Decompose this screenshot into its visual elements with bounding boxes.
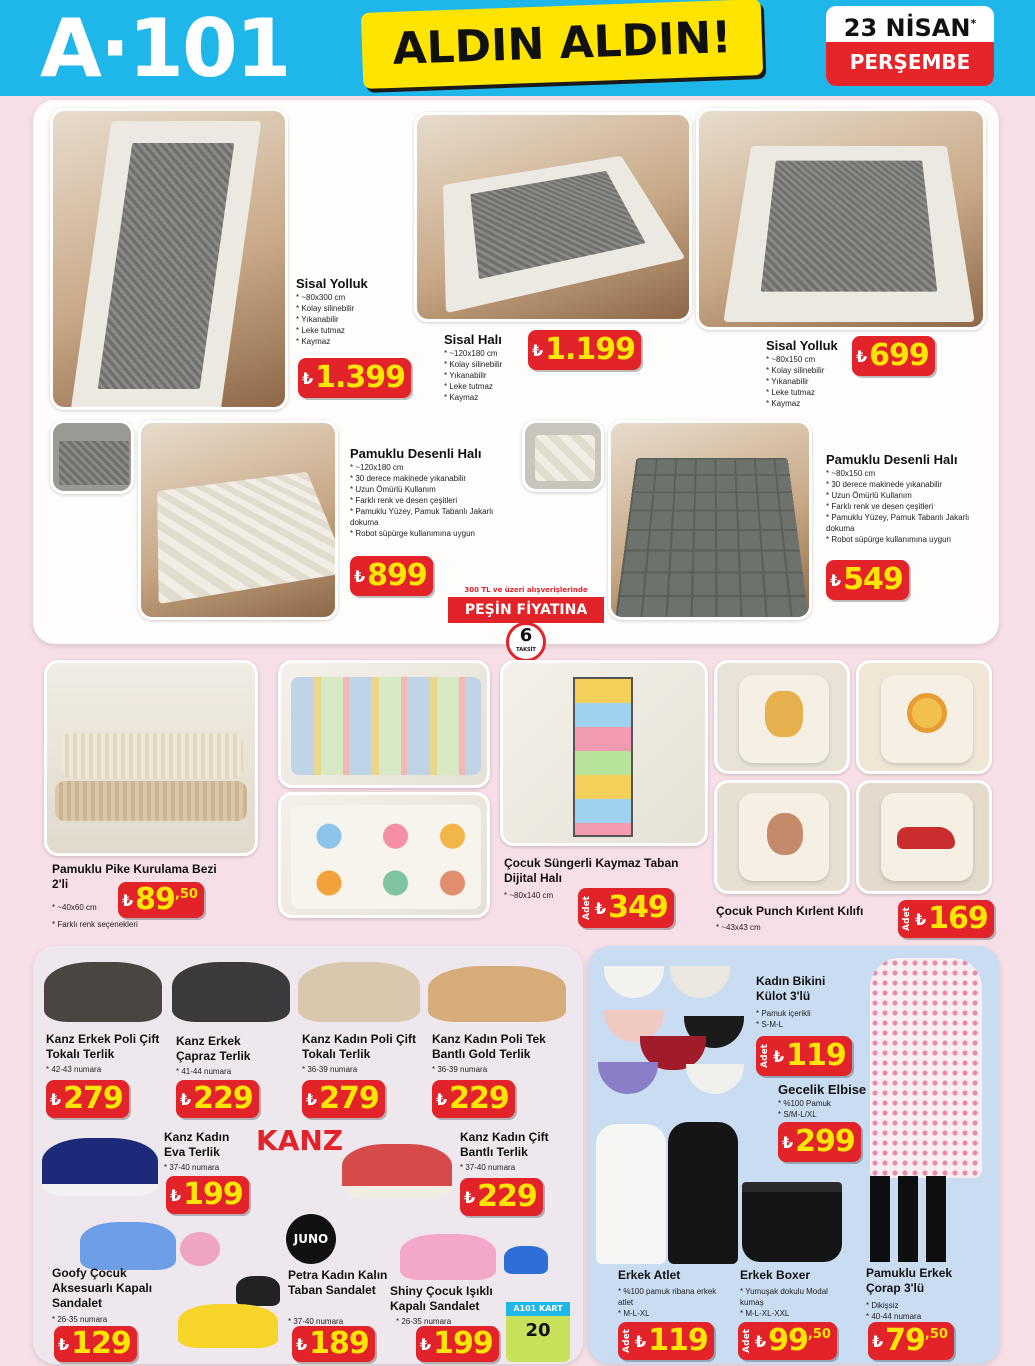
shoe-shiny-blue [504,1246,548,1274]
shoe-men-cross [172,962,290,1022]
pamuklu-150-title: Pamuklu Desenli Halı [826,452,958,467]
shoe-double-strap [342,1144,452,1198]
shoe-4-title: Kanz Kadın Poli Tek Bantlı Gold Terlik [432,1032,546,1061]
cushion-features: * ~43x43 cm [716,922,761,933]
bikini-grey [686,1064,744,1094]
cushion-car-photo [856,780,992,894]
shoe-1-title: Kanz Erkek Poli Çift Tokalı Terlik [46,1032,160,1061]
shoe-6-price: ₺ 229 [460,1178,543,1216]
rug-center [535,435,595,481]
shoe-6-title: Kanz Kadın Çift Bantlı Terlik [460,1130,549,1159]
rug-animal-pattern [291,805,481,909]
shoe-4-price: ₺ 229 [432,1080,515,1118]
sisal-yolluk-300-price: ₺ 1.399 [298,358,411,398]
sisal-hali-features: * ~120x180 cm * Kolay silinebilir * Yıkanabilir * Leke tutmaz * Kaymaz [444,348,502,403]
boxer-title: Erkek Boxer [740,1268,811,1282]
sisal-yolluk-150-photo [696,108,986,330]
shoe-petra-black [236,1276,280,1306]
bikini-features: * Pamuk içerikli * S-M-L [756,1008,811,1030]
installment-note: 300 TL ve üzeri alışverişlerinde [448,583,604,597]
cushion-lion-photo [856,660,992,774]
sisal-yolluk-150-title: Sisal Yolluk [766,338,838,353]
day-text: PERŞEMBE [826,42,994,86]
pamuklu-180-price: ₺ 899 [350,556,433,596]
shoe-5-price: ₺ 199 [166,1176,249,1214]
shoe-shiny-pink [400,1234,496,1280]
towel-bottom [55,781,247,821]
sisal-yolluk-300-title: Sisal Yolluk [296,276,368,291]
bikini-price: Adet ₺ 119 [756,1036,852,1076]
date-text: 23 NİSAN* [843,14,977,42]
atlet-black-photo [668,1122,738,1264]
shoe-9-title: Shiny Çocuk Işıklı Kapalı Sandalet [390,1284,493,1313]
shoe-6-size: * 37-40 numara [460,1162,515,1173]
kids-rug-city-photo [278,660,490,788]
rug-city-pattern [291,677,481,775]
boxer-photo [742,1182,842,1262]
pike-title: Pamuklu Pike Kurulama Bezi 2'li [52,862,217,891]
bikini-title: Kadın Bikini Külot 3'lü [756,974,826,1003]
pamuklu-150-thumb [522,420,604,492]
shoe-petra-yellow [178,1304,278,1348]
installment-label: TAKSİT [516,647,536,653]
shoe-8-size: * 37-40 numara [288,1316,343,1327]
cushion-giraffe-photo [714,660,850,774]
shoe-3-size: * 36-39 numara [302,1064,357,1075]
gecelik-features: * %100 Pamuk * S/M-L/XL [778,1098,831,1120]
sisal-yolluk-150-price: ₺ 699 [852,336,935,376]
atlet-price: Adet ₺ 119 [618,1322,714,1360]
shoe-goofy-clog [80,1222,176,1270]
shoe-7-price: ₺ 129 [54,1326,137,1362]
cushion-price: Adet ₺ 169 [898,900,994,938]
slogan-banner: ALDIN ALDIN! [361,0,763,89]
shoe-goofy-accessory [180,1232,220,1266]
sisal-yolluk-300-features: * ~80x300 cm * Kolay silinebilir * Yıkanabilir * Leke tutmaz * Kaymaz [296,292,354,347]
installment-badge [506,622,546,662]
shoe-5-title: Kanz Kadın Eva Terlik [164,1130,230,1159]
shoe-9-price: ₺ 199 [416,1326,499,1362]
pamuklu-180-features: * ~120x180 cm * 30 derece makinede yıkanabilir * Uzun Ömürlü Kullanım * Farklı renk ve desen çeşitleri * Pamuklu Yüzey, Pamuk Tabanlı Jakarlı dokuma * Robot süpürge kullanımına uygun [350,462,520,539]
kanz-brand-logo: KANZ [256,1124,344,1157]
kids-rug-hopscotch-photo [500,660,708,846]
kids-rug-title: Çocuk Süngerli Kaymaz Taban Dijital Halı [504,856,679,885]
shoe-2-size: * 41-44 numara [176,1066,231,1077]
nightgown-photo [870,958,982,1178]
rug-center [157,472,338,604]
gecelik-price: ₺ 299 [778,1122,861,1162]
bikini-purple [598,1062,658,1094]
cushion-bear-photo [714,780,850,894]
sisal-yolluk-300-photo [50,108,288,410]
pike-photo [44,660,258,856]
bikini-cream [670,966,730,998]
towel-top [61,733,243,779]
sisal-hali-photo [414,112,692,322]
shoe-eva [42,1138,158,1196]
bikini-white [604,966,664,998]
shoe-5-size: * 37-40 numara [164,1162,219,1173]
bear-motif [767,813,803,855]
sisal-yolluk-150-features: * ~80x150 cm * Kolay silinebilir * Yıkanabilir * Leke tutmaz * Kaymaz [766,354,824,409]
pamuklu-150-features: * ~80x150 cm * 30 derece makinede yıkanabilir * Uzun Ömürlü Kullanım * Farklı renk ve desen çeşitleri * Pamuklu Yüzey, Pamuk Tabanlı Jakarlı dokuma * Robot süpürge kullanımına uygun [826,468,986,545]
shoe-3-price: ₺ 279 [302,1080,385,1118]
kids-rug-animals-photo [278,792,490,918]
boxer-features: * Yumuşak dokulu Modal kumaş * M-L-XL-XXL [740,1286,844,1319]
corap-title: Pamuklu Erkek Çorap 3'lü [866,1266,953,1295]
sisal-hali-title: Sisal Halı [444,332,502,347]
juno-brand-logo: JUNO [286,1214,336,1264]
giraffe-motif [765,691,803,737]
bikini-photo [598,960,748,1100]
rug-center [615,458,809,620]
pamuklu-180-thumb [50,420,134,494]
shoe-2-price: ₺ 229 [176,1080,259,1118]
pamuklu-180-photo [138,420,338,620]
sisal-hali-price: ₺ 1.199 [528,330,641,370]
shoe-1-price: ₺ 279 [46,1080,129,1118]
car-motif [897,827,955,849]
pamuklu-150-price: ₺ 549 [826,560,909,600]
lion-motif [907,693,947,733]
atlet-features: * %100 pamuk ribana erkek atlet * M-L-XL [618,1286,730,1319]
a101-logo: A·101 [40,2,290,95]
gecelik-title: Gecelik Elbise [778,1082,867,1097]
rug-center [761,161,938,292]
installment-count: 6 [519,625,533,646]
shoe-men-double-buckle [44,962,162,1022]
atlet-title: Erkek Atlet [618,1268,681,1282]
kids-rug-price: Adet ₺ 349 [578,888,674,928]
shoe-1-size: * 42-43 numara [46,1064,101,1075]
kids-rug-features: * ~80x140 cm [504,890,553,901]
shoe-women-gold [428,966,566,1022]
pamuklu-180-title: Pamuklu Desenli Halı [350,446,482,461]
shoe-3-title: Kanz Kadın Poli Çift Tokalı Terlik [302,1032,416,1061]
boxer-price: Adet ₺ 99 ,50 [738,1322,837,1360]
shoe-7-title: Goofy Çocuk Aksesuarlı Kapalı Sandalet [52,1266,153,1310]
corap-features: * Dikişsiz * 40-44 numara [866,1300,921,1322]
date-badge [826,6,994,86]
shoe-women-double-buckle [298,962,420,1022]
shoe-8-title: Petra Kadın Kalın Taban Sandalet [288,1268,388,1297]
shoe-8-price: ₺ 189 [292,1326,375,1362]
a101-kart-badge: A101 KART 20 [506,1302,570,1362]
installment-main: PEŞİN FİYATINA [448,597,604,623]
atlet-white-photo [596,1124,666,1264]
shoe-7-size: * 26-35 numara [52,1314,107,1325]
pamuklu-150-photo [608,420,812,620]
pike-features: * ~40x60 cm * Farklı renk seçenekleri [52,902,138,930]
corap-price: ₺ 79 ,50 [868,1322,954,1360]
hopscotch-pattern [573,677,633,837]
socks-photo [870,1176,950,1262]
shoe-9-size: * 26-35 numara [396,1316,451,1327]
shoe-2-title: Kanz Erkek Çapraz Terlik [176,1034,251,1063]
rug-center [59,441,129,485]
pike-price: ₺ 89 ,50 [118,882,204,918]
cushion-title: Çocuk Punch Kırlent Kılıfı [716,904,864,918]
shoe-4-size: * 36-39 numara [432,1064,487,1075]
header-bar [0,0,1035,96]
